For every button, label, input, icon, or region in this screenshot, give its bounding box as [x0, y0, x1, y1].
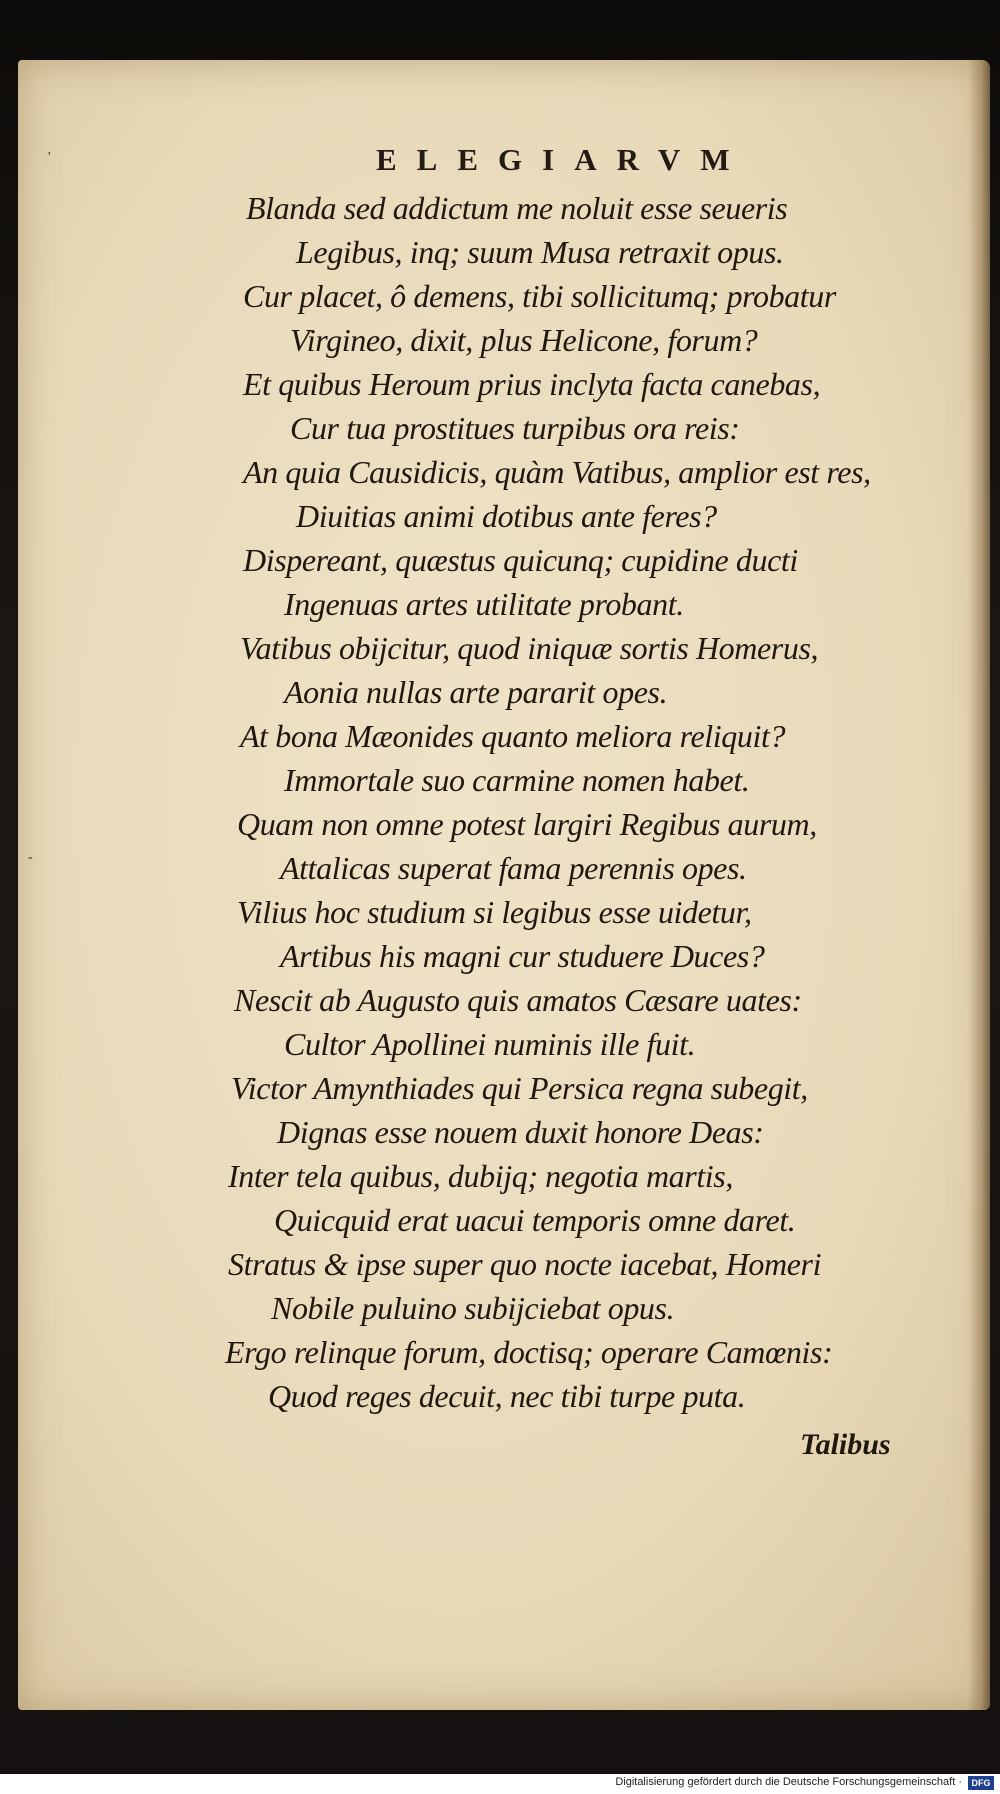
verse-line: Nobile puluino subijciebat opus.: [271, 1290, 675, 1326]
verse-line: Et quibus Heroum prius inclyta facta canebas,: [243, 366, 821, 402]
verse-line: Virgineo, dixit, plus Helicone, forum?: [290, 322, 758, 358]
verse-line: Cur placet, ô demens, tibi sollicitumq; probatur: [243, 278, 836, 314]
running-header: ELEGIARVM: [376, 142, 750, 177]
verse-line: Blanda sed addictum me noluit esse seueris: [246, 190, 788, 226]
verse-line: Quod reges decuit, nec tibi turpe puta.: [268, 1378, 746, 1414]
verse-line: Cur tua prostitues turpibus ora reis:: [290, 410, 740, 446]
margin-mark: ': [48, 150, 51, 165]
verse-line: At bona Mæonides quanto meliora reliquit?: [240, 718, 786, 754]
verse-line: Diuitias animi dotibus ante feres?: [296, 498, 717, 534]
funding-credit: Digitalisierung gefördert durch die Deutsche Forschungsgemeinschaft ·: [615, 1776, 962, 1788]
margin-mark: -: [28, 850, 33, 865]
verse-line: Dispereant, quæstus quicunq; cupidine ducti: [243, 542, 798, 578]
verse-line: Stratus & ipse super quo nocte iacebat, Homeri: [228, 1246, 822, 1282]
page-edge-shadow: [968, 60, 990, 1710]
verse-line: Immortale suo carmine nomen habet.: [284, 762, 750, 798]
digitization-footer: [0, 1774, 1000, 1794]
verse-line: Inter tela quibus, dubijq; negotia martis,: [228, 1158, 733, 1194]
verse-line: Artibus his magni cur studuere Duces?: [280, 938, 765, 974]
verse-line: An quia Causidicis, quàm Vatibus, amplior est res,: [243, 454, 871, 490]
verse-line: Vatibus obijcitur, quod iniquæ sortis Homerus,: [240, 630, 819, 666]
verse-line: Ergo relinque forum, doctisq; operare Camœnis:: [225, 1334, 833, 1370]
catchword: Talibus: [800, 1428, 891, 1461]
book-page: [18, 60, 990, 1710]
verse-line: Vilius hoc studium si legibus esse uidetur,: [237, 894, 752, 930]
verse-line: Cultor Apollinei numinis ille fuit.: [284, 1026, 696, 1062]
verse-line: Nescit ab Augusto quis amatos Cæsare uates:: [234, 982, 802, 1018]
verse-line: Dignas esse nouem duxit honore Deas:: [277, 1114, 764, 1150]
dfg-logo: DFG: [968, 1776, 994, 1790]
verse-line: Quicquid erat uacui temporis omne daret.: [274, 1202, 796, 1238]
verse-line: Attalicas superat fama perennis opes.: [280, 850, 747, 886]
verse-line: Legibus, inq; suum Musa retraxit opus.: [296, 234, 784, 270]
verse-line: Aonia nullas arte pararit opes.: [284, 674, 668, 710]
verse-line: Ingenuas artes utilitate probant.: [284, 586, 684, 622]
verse-line: Victor Amynthiades qui Persica regna subegit,: [231, 1070, 808, 1106]
verse-line: Quam non omne potest largiri Regibus aurum,: [237, 806, 817, 842]
